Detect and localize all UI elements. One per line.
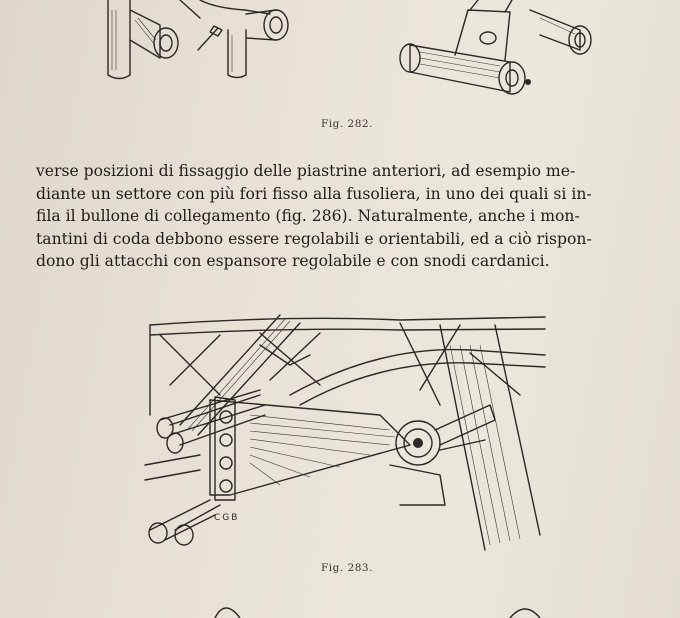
figure-282-caption: Fig. 282. [321,118,373,130]
fig282-left-tube-joint [108,0,288,79]
fig283-truss-frame [150,317,545,415]
paragraph-line: dono gli attacchi con espansore regolabile e con snodi cardanici. [36,252,550,271]
paragraph-line: tantini di coda debbono essere regolabili e orientabili, ed a ciò rispon- [36,229,592,248]
next-figure-partial [0,598,680,618]
figure-282-illustration [0,0,680,110]
figure-283-illustration [140,305,550,555]
paragraph-line: verse posizioni di fissaggio delle piastrine anteriori, ad esempio me- [36,162,576,180]
figure-283-caption: Fig. 283. [321,562,373,574]
paragraph-line: fila il bullone di collegamento (fig. 286). Naturalmente, anche i mon- [36,207,580,226]
body-paragraph [36,160,640,273]
fig283-large-strut [390,325,540,550]
fig282-right-tube-joint [400,0,591,94]
paragraph-line: diante un settore con più fori fisso alla fusoliera, in uno dei quali si in- [36,184,592,203]
fig283-pivot-bearing [396,405,495,465]
fig283-horizontal-tubes [145,390,265,545]
fig283-artist-signature: CGB [214,513,240,523]
